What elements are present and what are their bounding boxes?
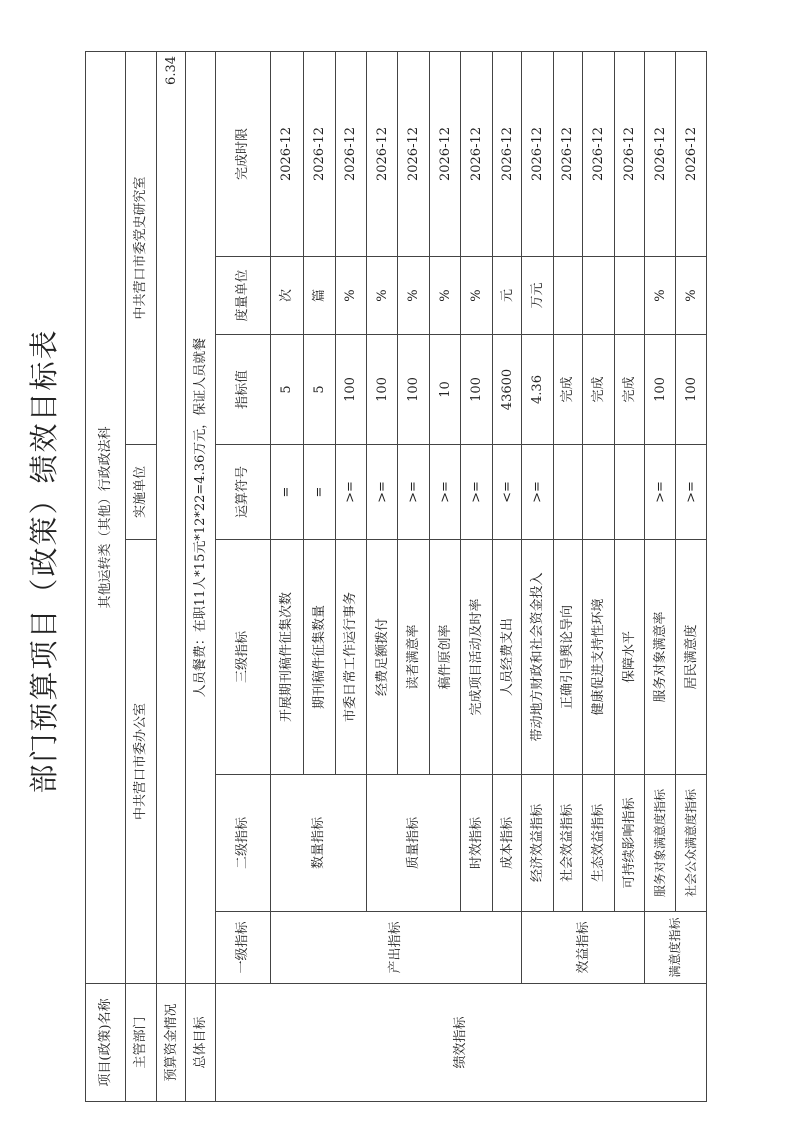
operator-cell: >= — [398, 445, 429, 540]
operator-cell: <= — [492, 445, 521, 540]
level3-cell: 稿件原创率 — [429, 540, 460, 775]
deadline-cell: 2026-12 — [429, 51, 460, 256]
project-name-label: 项目(政策)名称 — [86, 984, 126, 1102]
header-level2: 二级指标 — [215, 775, 270, 912]
header-operator: 运算符号 — [215, 445, 270, 540]
goal-row — [186, 51, 215, 1101]
unit-cell — [583, 257, 614, 335]
unit-cell: % — [461, 257, 492, 335]
level3-cell: 保障水平 — [614, 540, 644, 775]
sub-pub-sat: 社会公众满意度指标 — [676, 775, 707, 912]
header-level3: 三级指标 — [215, 540, 270, 775]
operator-cell — [553, 445, 582, 540]
header-value: 指标值 — [215, 335, 270, 445]
unit-cell: % — [429, 257, 460, 335]
operator-cell: >= — [367, 445, 398, 540]
unit-cell: % — [645, 257, 676, 335]
level3-cell: 服务对象满意率 — [645, 540, 676, 775]
value-cell: 100 — [398, 335, 429, 445]
deadline-cell: 2026-12 — [645, 51, 676, 256]
value-cell: 4.36 — [522, 335, 553, 445]
page-title: 部门预算项目（政策）绩效目标表 — [27, 328, 61, 794]
level3-cell: 开展期刊稿件征集次数 — [270, 540, 303, 775]
deadline-cell: 2026-12 — [335, 51, 366, 256]
sub-timeliness: 时效指标 — [461, 775, 492, 912]
deadline-cell: 2026-12 — [367, 51, 398, 256]
value-cell: 完成 — [553, 335, 582, 445]
deadline-cell: 2026-12 — [398, 51, 429, 256]
dept-label: 主管部门 — [125, 984, 156, 1102]
table-row — [522, 51, 553, 1101]
deadline-cell: 2026-12 — [522, 51, 553, 256]
operator-cell: >= — [429, 445, 460, 540]
dept-value: 中共营口市委办公室 — [125, 540, 156, 984]
value-cell: 5 — [304, 335, 335, 445]
level3-cell: 带动地方财政和社会资金投入 — [522, 540, 553, 775]
deadline-cell: 2026-12 — [304, 51, 335, 256]
fund-value: 6.34 — [157, 51, 186, 983]
unit-cell: % — [676, 257, 707, 335]
sub-quantity: 数量指标 — [270, 775, 366, 912]
header-deadline: 完成时限 — [215, 51, 270, 256]
operator-cell — [614, 445, 644, 540]
value-cell: 10 — [429, 335, 460, 445]
perf-label: 绩效指标 — [215, 984, 706, 1102]
sub-eco: 生态效益指标 — [583, 775, 614, 912]
unit-cell: 次 — [270, 257, 303, 335]
level3-cell: 健康促进支持性环境 — [583, 540, 614, 775]
fund-label: 预算资金情况 — [157, 984, 186, 1102]
header-unit: 度量单位 — [215, 257, 270, 335]
impl-value: 中共营口市委党史研究室 — [125, 51, 156, 444]
sub-sustain: 可持续影响指标 — [614, 775, 644, 912]
unit-cell — [614, 257, 644, 335]
sub-social: 社会效益指标 — [553, 775, 582, 912]
value-cell: 100 — [676, 335, 707, 445]
value-cell: 100 — [335, 335, 366, 445]
value-cell: 100 — [461, 335, 492, 445]
deadline-cell: 2026-12 — [614, 51, 644, 256]
deadline-cell: 2026-12 — [583, 51, 614, 256]
sub-econ: 经济效益指标 — [522, 775, 553, 912]
operator-cell: >= — [335, 445, 366, 540]
unit-cell — [553, 257, 582, 335]
unit-cell: % — [335, 257, 366, 335]
header-row — [215, 51, 270, 1101]
performance-table — [85, 51, 707, 1102]
project-name-value: 其他运转类（其他）行政政法科 — [86, 51, 126, 983]
fund-row — [157, 51, 186, 1101]
sub-svc-sat: 服务对象满意度指标 — [645, 775, 676, 912]
group-output: 产出指标 — [270, 912, 522, 984]
deadline-cell: 2026-12 — [270, 51, 303, 256]
level3-cell: 正确引导舆论导向 — [553, 540, 582, 775]
table-row — [645, 51, 676, 1101]
deadline-cell: 2026-12 — [461, 51, 492, 256]
level3-cell: 完成项目活动及时率 — [461, 540, 492, 775]
group-effect: 效益指标 — [522, 912, 645, 984]
sub-quality: 质量指标 — [367, 775, 461, 912]
level3-cell: 读者满意率 — [398, 540, 429, 775]
operator-cell: >= — [676, 445, 707, 540]
unit-cell: % — [367, 257, 398, 335]
operator-cell: = — [304, 445, 335, 540]
operator-cell: = — [270, 445, 303, 540]
unit-cell: 元 — [492, 257, 521, 335]
level3-cell: 期刊稿件征集数量 — [304, 540, 335, 775]
unit-cell: % — [398, 257, 429, 335]
value-cell: 完成 — [614, 335, 644, 445]
level3-cell: 经费足额拨付 — [367, 540, 398, 775]
project-name-row — [86, 51, 126, 1101]
value-cell: 100 — [367, 335, 398, 445]
goal-value: 人员餐费：在职11人*15元*12*22=4.36万元，保证人员就餐 — [186, 51, 215, 983]
dept-row — [125, 51, 156, 1101]
level3-cell: 居民满意度 — [676, 540, 707, 775]
group-satisfaction: 满意度指标 — [645, 912, 707, 984]
impl-label: 实施单位 — [125, 445, 156, 540]
operator-cell — [583, 445, 614, 540]
operator-cell: >= — [522, 445, 553, 540]
unit-cell: 万元 — [522, 257, 553, 335]
performance-table-sheet — [85, 52, 707, 1102]
level3-cell: 市委日常工作运行事务 — [335, 540, 366, 775]
operator-cell: >= — [645, 445, 676, 540]
goal-label: 总体目标 — [186, 984, 215, 1102]
value-cell: 5 — [270, 335, 303, 445]
unit-cell: 篇 — [304, 257, 335, 335]
value-cell: 100 — [645, 335, 676, 445]
deadline-cell: 2026-12 — [676, 51, 707, 256]
operator-cell: >= — [461, 445, 492, 540]
value-cell: 完成 — [583, 335, 614, 445]
table-row — [270, 51, 303, 1101]
value-cell: 43600 — [492, 335, 521, 445]
level3-cell: 人员经费支出 — [492, 540, 521, 775]
deadline-cell: 2026-12 — [553, 51, 582, 256]
sub-cost: 成本指标 — [492, 775, 521, 912]
deadline-cell: 2026-12 — [492, 51, 521, 256]
header-level1: 一级指标 — [215, 912, 270, 984]
